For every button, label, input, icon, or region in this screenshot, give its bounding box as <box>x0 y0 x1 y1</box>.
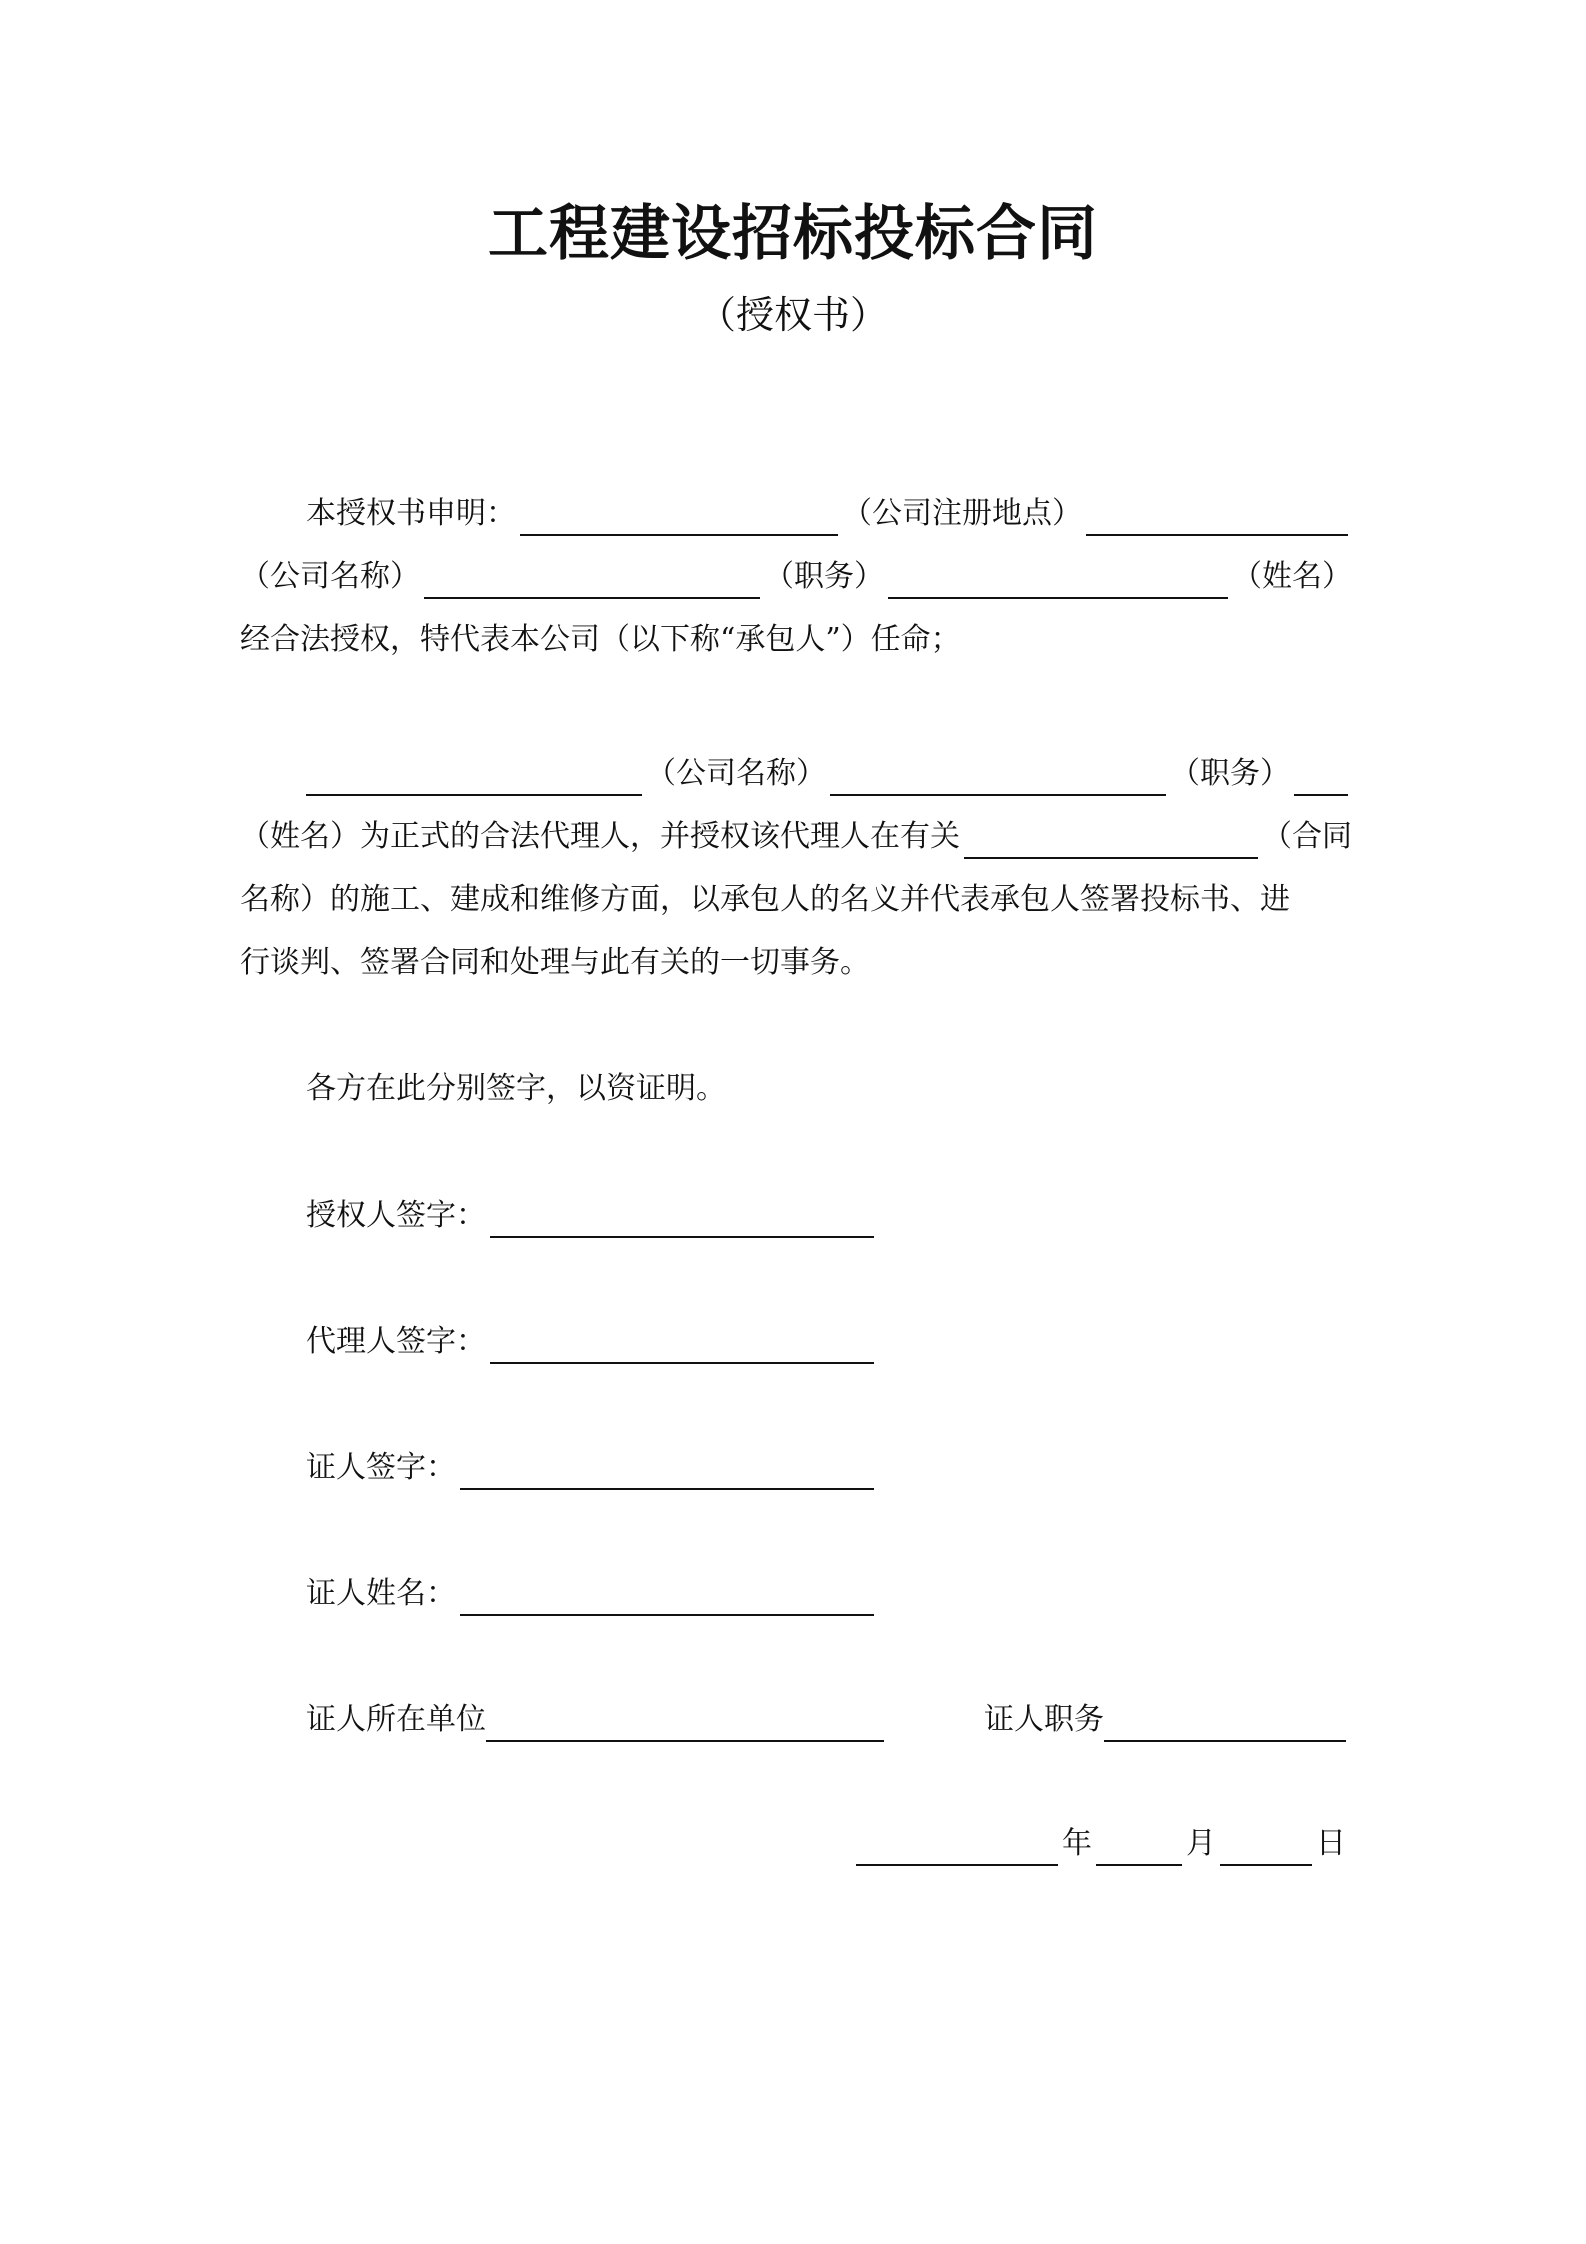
name-blank-1[interactable] <box>888 559 1228 599</box>
witness-unit-row <box>306 1686 888 1742</box>
agent-name-blank[interactable] <box>1294 756 1348 796</box>
witness-name-row <box>306 1560 878 1616</box>
position-label-2: （职务） <box>1170 756 1290 791</box>
year-label: 年 <box>1062 1826 1092 1861</box>
authorizer-signature-blank[interactable] <box>490 1198 874 1238</box>
day-blank[interactable] <box>1220 1826 1312 1866</box>
agent-signature-label: 代理人签字： <box>306 1324 486 1359</box>
month-label: 月 <box>1186 1826 1216 1861</box>
witness-signature-label: 证人签字： <box>306 1450 456 1485</box>
agent-signature-blank[interactable] <box>490 1324 874 1364</box>
witness-position-label: 证人职务 <box>984 1702 1104 1737</box>
contract-name-blank[interactable] <box>964 819 1258 859</box>
para2-line3 <box>240 866 1352 922</box>
witness-unit-label: 证人所在单位 <box>306 1702 486 1737</box>
date-row <box>856 1810 1346 1866</box>
agent-signature-row <box>306 1308 878 1364</box>
witness-position-blank[interactable] <box>1104 1702 1346 1742</box>
company-name-blank-1[interactable] <box>1086 496 1348 536</box>
para1-line1 <box>240 480 1352 536</box>
witness-statement: 各方在此分别签字，以资证明。 <box>306 1071 726 1106</box>
authorization-matters-text: 行谈判、签署合同和处理与此有关的一切事务。 <box>240 945 870 980</box>
agent-company-blank[interactable] <box>306 756 642 796</box>
authorizer-signature-row <box>306 1182 878 1238</box>
agent-name-text: （姓名）为正式的合法代理人，并授权该代理人在有关 <box>240 819 960 854</box>
appointment-text: 经合法授权，特代表本公司（以下称“承包人”）任命； <box>240 622 961 657</box>
registered-place-blank[interactable] <box>520 496 838 536</box>
month-blank[interactable] <box>1096 1826 1182 1866</box>
authorizer-signature-label: 授权人签字： <box>306 1198 486 1233</box>
para1-line2 <box>240 543 1352 599</box>
witness-signature-row <box>306 1434 878 1490</box>
witness-position-row <box>984 1686 1350 1742</box>
position-label-1: （职务） <box>764 559 884 594</box>
witness-unit-blank[interactable] <box>486 1702 884 1742</box>
document-subtitle: （授权书） <box>697 293 888 337</box>
agent-position-blank[interactable] <box>830 756 1166 796</box>
para2-line1 <box>240 740 1352 796</box>
para3-line1 <box>240 1055 1352 1111</box>
para1-line3 <box>240 606 1352 662</box>
name-label-1: （姓名） <box>1232 559 1352 594</box>
statement-lead: 本授权书申明： <box>306 496 516 531</box>
para2-line4 <box>240 929 1352 985</box>
day-label: 日 <box>1316 1826 1346 1861</box>
year-blank[interactable] <box>856 1826 1058 1866</box>
authorization-scope-text: 名称）的施工、建成和维修方面，以承包人的名义并代表承包人签署投标书、进 <box>240 882 1290 917</box>
position-blank-1[interactable] <box>424 559 760 599</box>
registered-place-label: （公司注册地点） <box>842 496 1082 531</box>
contract-label: （合同 <box>1262 819 1352 854</box>
witness-name-label: 证人姓名： <box>306 1576 456 1611</box>
company-name-label-2: （公司名称） <box>646 756 826 791</box>
document-title: 工程建设招标投标合同 <box>488 199 1098 269</box>
company-name-label-1: （公司名称） <box>240 559 420 594</box>
para2-line2 <box>240 803 1352 859</box>
witness-name-blank[interactable] <box>460 1576 874 1616</box>
witness-signature-blank[interactable] <box>460 1450 874 1490</box>
